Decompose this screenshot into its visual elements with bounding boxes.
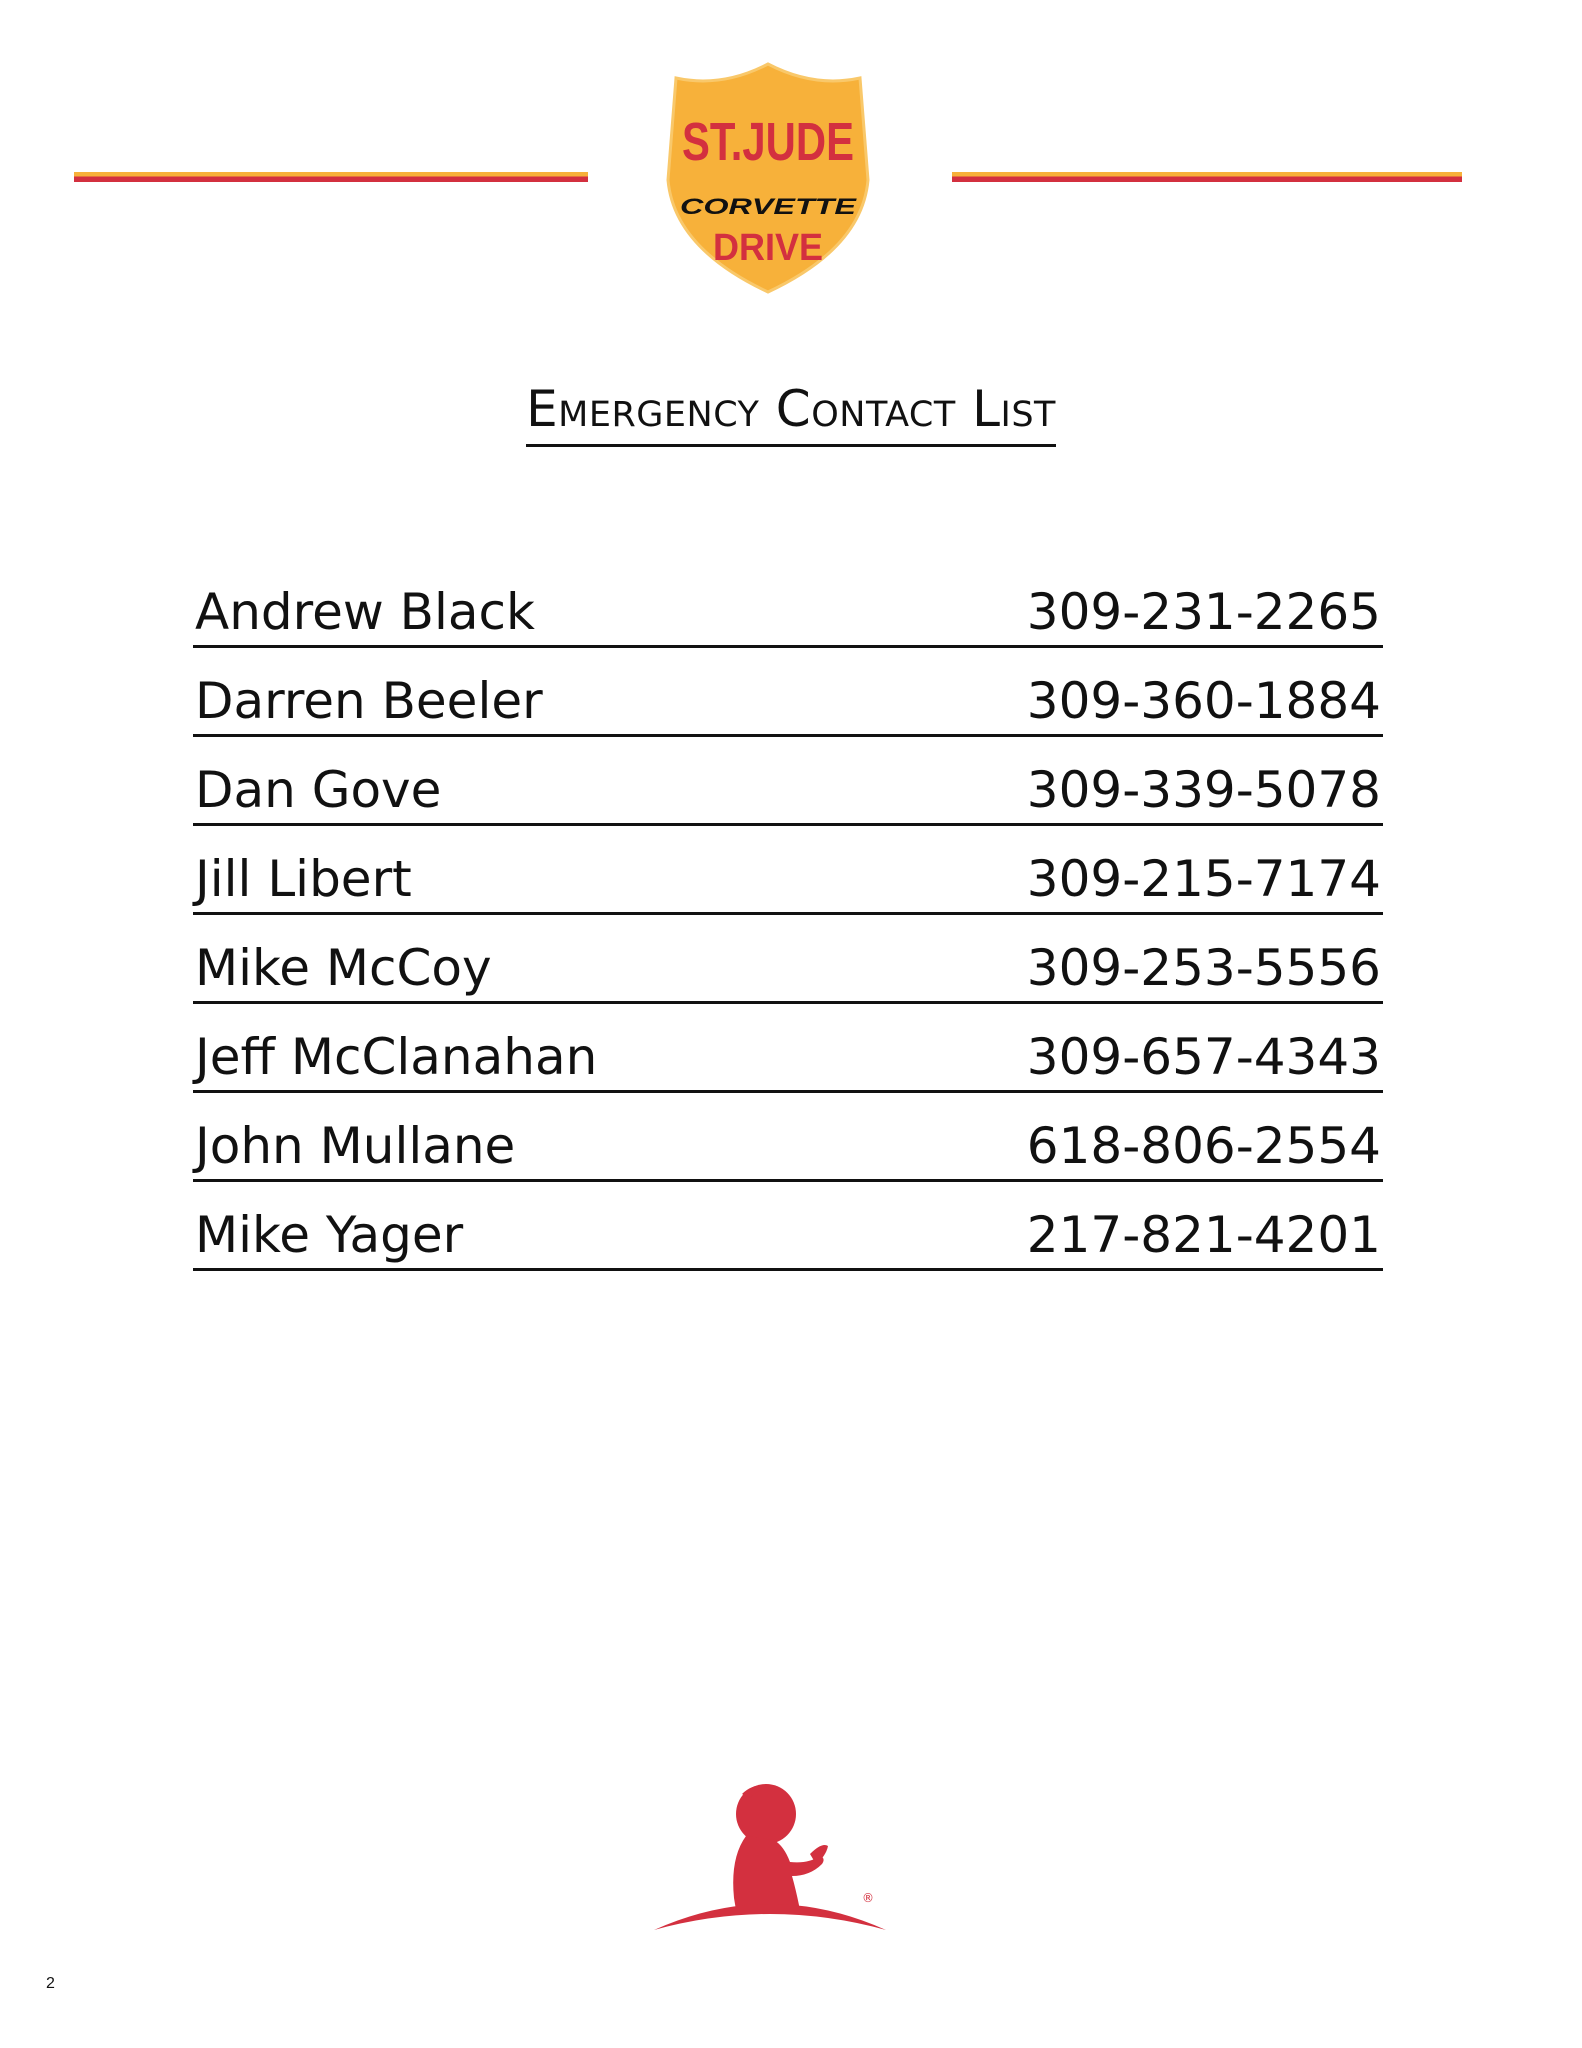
title-container [0,380,1582,447]
contact-row [193,651,1383,737]
contact-name: John Mullane [195,1117,516,1175]
contact-row [193,740,1383,826]
contact-name: Dan Gove [195,761,442,819]
contact-phone: 309-360-1884 [1026,672,1381,730]
contact-list [193,562,1383,1271]
contact-phone: 309-657-4343 [1026,1028,1381,1086]
contact-row [193,918,1383,1004]
logo-line3: DRIVE [713,227,823,269]
logo-line2: CORVETTE [680,194,858,219]
contact-name: Mike McCoy [195,939,492,997]
contact-name: Darren Beeler [195,672,543,730]
st-jude-corvette-drive-logo [662,62,874,294]
contact-row [193,1007,1383,1093]
contact-name: Mike Yager [195,1206,464,1264]
header-rule-left [74,172,588,182]
st-jude-child-logo-icon [650,1780,890,1940]
contact-phone: 309-215-7174 [1026,850,1381,908]
page-number: 2 [46,1975,55,1992]
contact-name: Andrew Black [195,583,535,641]
contact-name: Jill Libert [195,850,412,908]
contact-phone: 309-231-2265 [1026,583,1381,641]
contact-phone: 217-821-4201 [1026,1206,1381,1264]
header-rule-right [952,172,1462,182]
registered-mark: ® [862,1891,874,1905]
contact-phone: 309-253-5556 [1026,939,1381,997]
contact-row [193,829,1383,915]
page-title: Emergency Contact List [526,380,1056,447]
contact-row [193,1185,1383,1271]
contact-row [193,562,1383,648]
contact-phone: 309-339-5078 [1026,761,1381,819]
contact-row [193,1096,1383,1182]
logo-line1: ST.JUDE [682,112,854,172]
contact-name: Jeff McClanahan [195,1028,598,1086]
contact-phone: 618-806-2554 [1026,1117,1381,1175]
